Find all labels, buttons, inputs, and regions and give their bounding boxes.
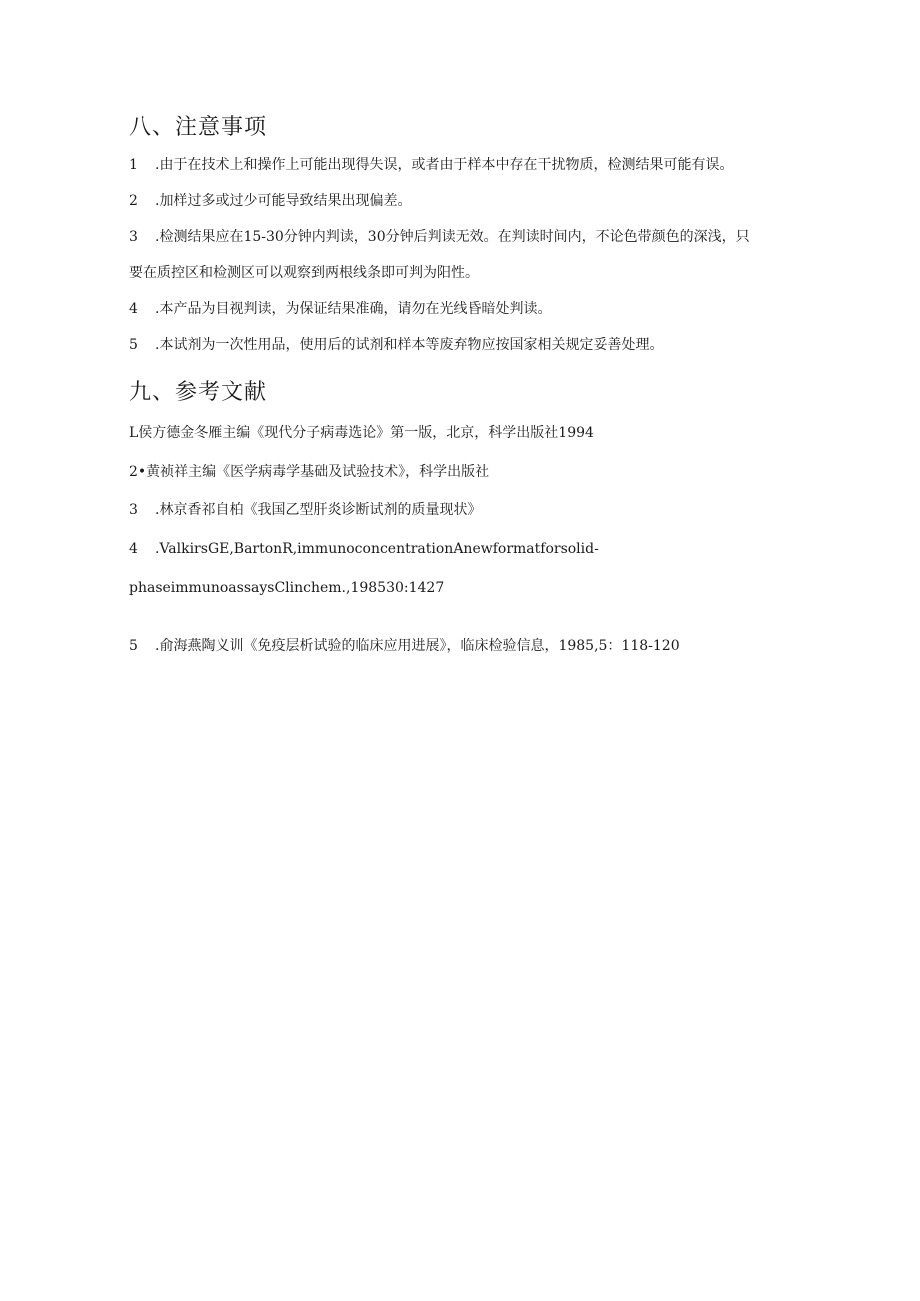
reference-1: L侯方德金冬雁主编《现代分子病毒选论》第一版，北京，科学出版社1994 [129,425,594,441]
reference-4-text: .ValkirsGE,BartonR,immunoconcentrationAnewformatforsolid- [155,541,599,557]
reference-4-continuation: phaseimmunoassaysClinchem.,198530:1427 [129,580,445,596]
reference-5-number: 5 [129,638,138,654]
reference-4-number: 4 [129,541,138,557]
note-item-3-text: .检测结果应在15-30分钟内判读，30分钟后判读无效。在判读时间内，不论色带颜色的深浅，只 [155,229,750,245]
note-item-5 [129,334,663,354]
note-item-3-number: 3 [129,229,138,245]
reference-3 [129,499,481,519]
reference-3-text: .林京香祁自柏《我国乙型肝炎诊断试剂的质量现状》 [155,502,482,518]
section-9-title: 九、参考文献 [129,380,268,405]
reference-5 [129,635,680,655]
reference-2: 2•黄祯祥主编《医学病毒学基础及试验技术》，科学出版社 [129,464,490,480]
note-item-4 [129,298,551,318]
note-item-2-number: 2 [129,193,138,209]
section-8-title: 八、注意事项 [129,115,268,140]
reference-5-text: .俞海燕陶义训《免疫层析试验的临床应用进展》，临床检验信息，1985,5：118-120 [155,638,680,654]
note-item-4-text: .本产品为目视判读，为保证结果准确，请勿在光线昏暗处判读。 [155,301,552,317]
note-item-3-continuation: 要在质控区和检测区可以观察到两根线条即可判为阳性。 [129,265,479,281]
note-item-5-number: 5 [129,337,138,353]
note-item-1 [129,154,733,174]
note-item-1-number: 1 [129,157,138,173]
reference-4 [129,541,599,557]
reference-3-number: 3 [129,502,138,518]
note-item-2-text: .加样过多或过少可能导致结果出现偏差。 [155,193,412,209]
note-item-5-text: .本试剂为一次性用品，使用后的试剂和样本等废弃物应按国家相关规定妥善处理。 [155,337,664,353]
note-item-3 [129,226,750,246]
note-item-2 [129,190,411,210]
note-item-1-text: .由于在技术上和操作上可能出现得失误，或者由于样本中存在干扰物质，检测结果可能有误。 [155,157,734,173]
note-item-4-number: 4 [129,301,138,317]
